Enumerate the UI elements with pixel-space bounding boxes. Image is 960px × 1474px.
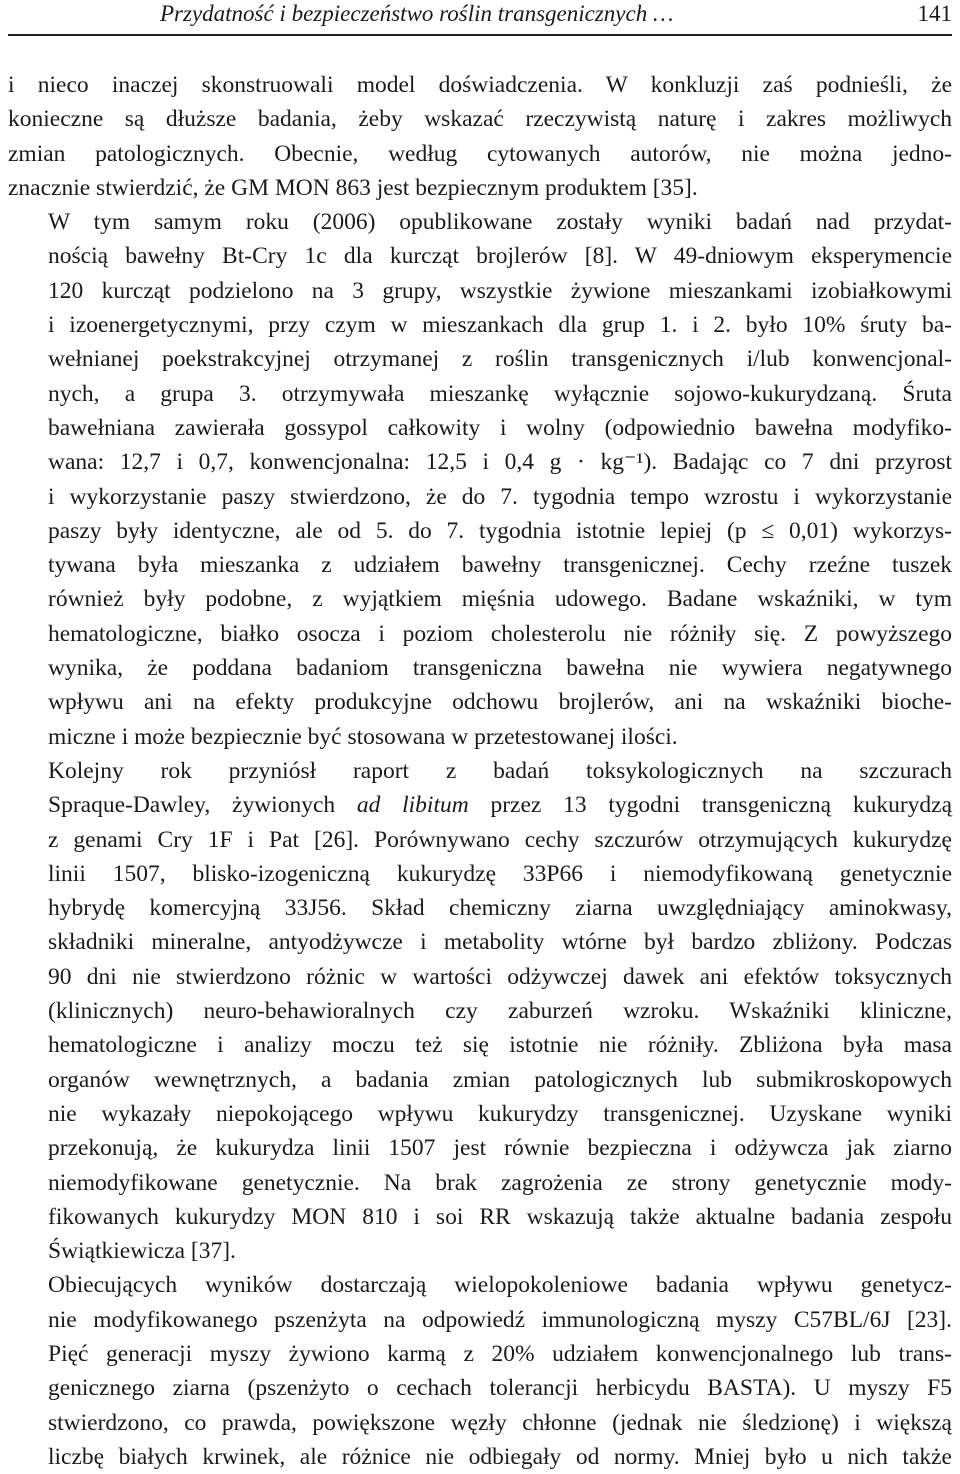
- text-line: zmian patologicznych. Obecnie, według cytowanych autorów, nie można jedno-: [8, 140, 952, 167]
- text-line: wynika, że poddana badaniom transgeniczna bawełna nie wywiera negatywnego: [48, 655, 952, 682]
- text-line: tywana była mieszanka z udziałem bawełny transgenicznej. Cechy rzeźne tuszek: [48, 552, 952, 579]
- paragraph-1: [8, 68, 952, 205]
- text-line: miczne i może bezpiecznie być stosowana w przetestowanej ilości.: [48, 723, 678, 750]
- text-line: genicznego ziarna (pszenżyto o cechach tolerancji herbicydu BASTA). U myszy F5: [48, 1375, 952, 1402]
- text-line: znacznie stwierdzić, że GM MON 863 jest bezpiecznym produktem [35].: [8, 174, 698, 201]
- text-line: nych, a grupa 3. otrzymywała mieszankę wyłącznie sojowo-kukurydzaną. Śruta: [48, 380, 952, 407]
- paragraph-4: [8, 1268, 952, 1474]
- text-line: organów wewnętrznych, a badania zmian patologicznych lub submikroskopowych: [48, 1066, 952, 1093]
- text-line: wpływu ani na efekty produkcyjne odchowu brojlerów, ani na wskaźniki bioche-: [48, 689, 952, 716]
- text-line: hematologiczne i analizy moczu też się istotnie nie różniły. Zbliżona była masa: [48, 1032, 952, 1059]
- text-line: i wykorzystanie paszy stwierdzono, że do 7. tygodnia tempo wzrostu i wykorzystanie: [48, 483, 952, 510]
- text-line: liczbę białych krwinek, ale różnice nie odbiegały od normy. Mniej było u nich także: [48, 1443, 952, 1470]
- text-line: Spraque-Dawley, żywionych ad libitum przez 13 tygodni transgeniczną kukurydzą: [48, 792, 953, 819]
- text-line: z genami Cry 1F i Pat [26]. Porównywano cechy szczurów otrzymujących kukurydzę: [48, 826, 952, 853]
- text-line: Kolejny rok przyniósł raport z badań toksykologicznych na szczurach: [48, 757, 952, 784]
- italic-term: ad libitum: [356, 792, 469, 819]
- paragraph-2: [8, 205, 952, 754]
- running-title: Przydatność i bezpieczeństwo roślin transgenicznych …: [160, 1, 674, 26]
- text-line: paszy były identyczne, ale od 5. do 7. tygodnia istotnie lepiej (p ≤ 0,01) wykorzys-: [48, 517, 952, 544]
- text-line: i izoenergetycznymi, przy czym w mieszankach dla grup 1. i 2. było 10% śruty ba-: [48, 312, 952, 339]
- text-line: 120 kurcząt podzielono na 3 grupy, wszystkie żywione mieszankami izobiałkowymi: [48, 277, 952, 304]
- text-line: 90 dni nie stwierdzono różnic w wartości odżywczej dawek ani efektów toksycznych: [48, 963, 952, 990]
- text-line: nością bawełny Bt-Cry 1c dla kurcząt brojlerów [8]. W 49-dniowym eksperymencie: [48, 243, 952, 270]
- text-line: stwierdzono, co prawda, powiększone węzły chłonne (jednak nie śledzionę) i większą: [48, 1409, 952, 1436]
- text-line: wana: 12,7 i 0,7, konwencjonalna: 12,5 i 0,4 g · kg⁻¹). Badając co 7 dni przyrost: [48, 449, 952, 476]
- text-line: (klinicznych) neuro-behawioralnych czy zaburzeń wzroku. Wskaźniki kliniczne,: [48, 998, 952, 1025]
- document-page: [8, 0, 952, 1474]
- text-line: nie modyfikowanego pszenżyta na odpowiedź immunologiczną myszy C57BL/6J [23].: [48, 1306, 952, 1333]
- text-line: Obiecujących wyników dostarczają wielopokoleniowe badania wpływu genetycz-: [48, 1272, 952, 1299]
- text-line: hybrydę komercyjną 33J56. Skład chemiczny ziarna uwzględniający aminokwasy,: [48, 895, 952, 922]
- text-line: i nieco inaczej skonstruowali model doświadczenia. W konkluzji zaś podnieśli, że: [8, 72, 952, 98]
- body-text: [8, 68, 952, 1474]
- text-line: składniki mineralne, antyodżywcze i metabolity wtórne był bardzo zbliżony. Podczas: [48, 929, 952, 956]
- text-line: Pięć generacji myszy żywiono karmą z 20% udziałem konwencjonalnego lub trans-: [48, 1340, 952, 1367]
- text-line: również były podobne, z wyjątkiem mięśnia udowego. Badane wskaźniki, w tym: [48, 586, 952, 613]
- text-line: niemodyfikowane genetycznie. Na brak zagrożenia ze strony genetycznie mody-: [48, 1169, 952, 1196]
- text-line: Świątkiewicza [37].: [48, 1238, 236, 1265]
- text-line: przekonują, że kukurydza linii 1507 jest równie bezpieczna i odżywcza jak ziarno: [48, 1135, 952, 1162]
- text-line: nie wykazały niepokojącego wpływu kukurydzy transgenicznej. Uzyskane wyniki: [48, 1100, 952, 1127]
- text-line: wełnianej poekstrakcyjnej otrzymanej z roślin transgenicznych i/lub konwencjonal-: [48, 346, 952, 373]
- text-line: fikowanych kukurydzy MON 810 i soi RR wskazują także aktualne badania zespołu: [48, 1203, 952, 1230]
- text-line: konieczne są dłuższe badania, żeby wskazać rzeczywistą naturę i zakres możliwych: [8, 106, 952, 133]
- running-header: [8, 0, 952, 36]
- paragraph-3: [8, 754, 952, 1268]
- text-line: W tym samym roku (2006) opublikowane zostały wyniki badań nad przydat-: [48, 209, 952, 236]
- page-number: 141: [917, 1, 952, 26]
- text-line: bawełniana zawierała gossypol całkowity i wolny (odpowiednio bawełna modyfiko-: [48, 414, 952, 441]
- text-line: hematologiczne, białko osocza i poziom cholesterolu nie różniły się. Z powyższego: [48, 620, 952, 647]
- text-line: linii 1507, blisko-izogeniczną kukurydzę 33P66 i niemodyfikowaną genetycznie: [48, 860, 952, 887]
